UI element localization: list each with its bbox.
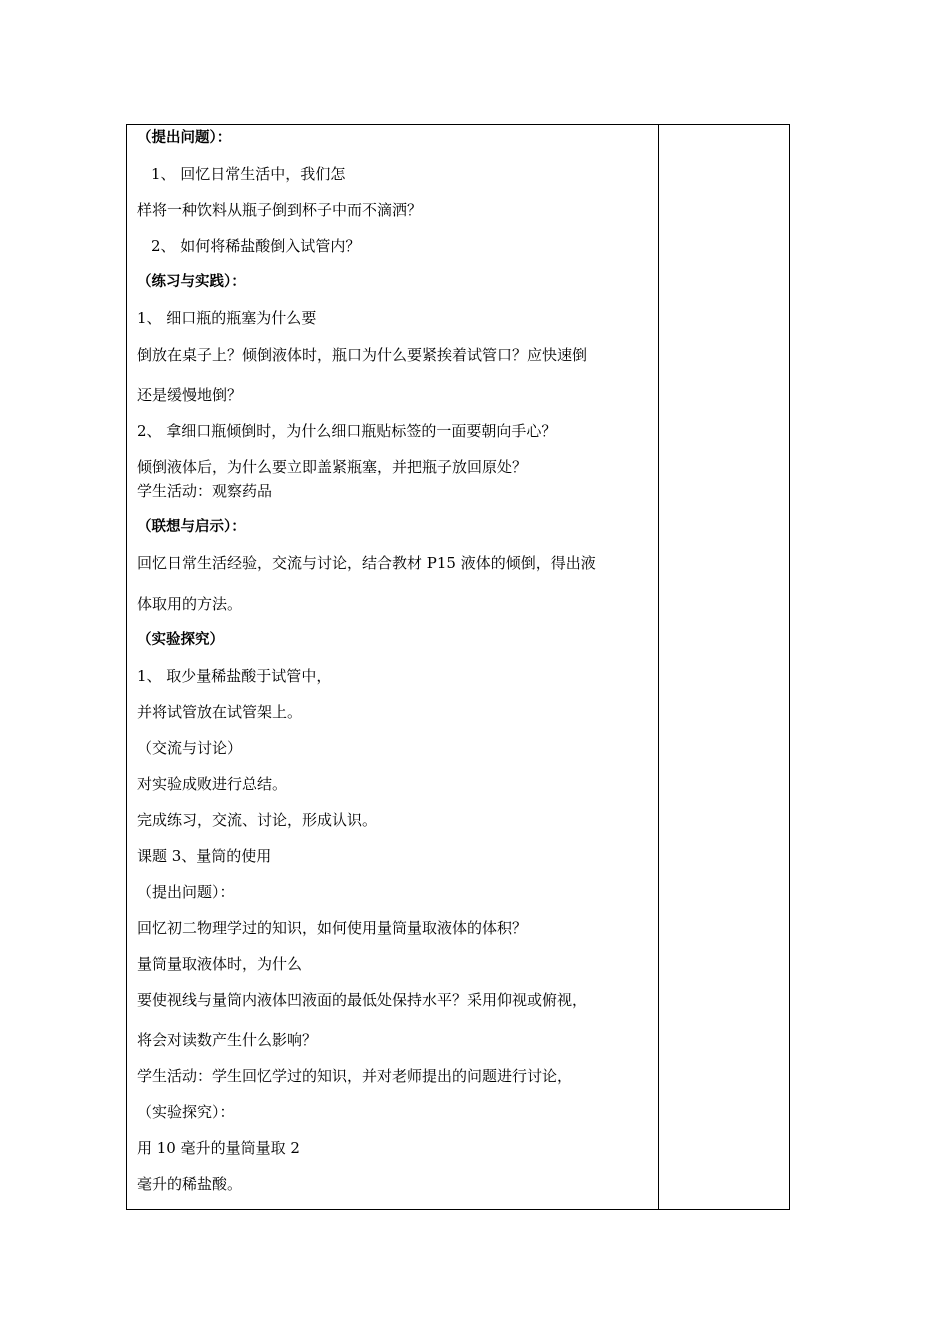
section-heading: （联想与启示）： — [137, 519, 246, 535]
text-line: 1、 回忆日常生活中，我们怎 — [151, 165, 346, 183]
section-heading: （实验探究） — [137, 632, 224, 648]
text-line: 将会对读数产生什么影响？ — [137, 1031, 318, 1049]
text-line: 用 10 毫升的量筒量取 2 — [137, 1139, 300, 1157]
text-line: 课题 3、量筒的使用 — [137, 847, 272, 865]
notes-cell — [659, 125, 789, 1209]
text-line: 回忆初二物理学过的知识，如何使用量筒量取液体的体积？ — [137, 919, 528, 937]
text-line: 回忆日常生活经验，交流与讨论，结合教材 P15 液体的倾倒，得出液 — [137, 554, 596, 572]
main-content-cell — [137, 125, 652, 1209]
text-line: （交流与讨论） — [137, 739, 243, 757]
text-line: 量筒量取液体时，为什么 — [137, 955, 303, 973]
text-line: 样将一种饮料从瓶子倒到杯子中而不滴洒？ — [137, 201, 423, 219]
text-line: 倒放在桌子上？倾倒液体时，瓶口为什么要紧挨着试管口？应快速倒 — [137, 346, 588, 364]
text-line: 2、 拿细口瓶倾倒时，为什么细口瓶贴标签的一面要朝向手心？ — [137, 422, 557, 440]
text-line: 体取用的方法。 — [137, 595, 243, 613]
text-line: 完成练习，交流、讨论，形成认识。 — [137, 811, 378, 829]
text-line: （实验探究）： — [137, 1103, 235, 1121]
text-line: 学生活动：学生回忆学过的知识，并对老师提出的问题进行讨论， — [137, 1067, 573, 1085]
text-line: 倾倒液体后，为什么要立即盖紧瓶塞，并把瓶子放回原处？ — [137, 458, 528, 476]
text-line: 2、 如何将稀盐酸倒入试管内？ — [151, 237, 361, 255]
text-line: 对实验成败进行总结。 — [137, 775, 288, 793]
text-line: 还是缓慢地倒？ — [137, 386, 243, 404]
section-heading: （提出问题）： — [137, 130, 232, 146]
text-line: 学生活动：观察药品 — [137, 482, 273, 500]
lesson-table — [126, 124, 790, 1210]
section-heading: （练习与实践）： — [137, 274, 246, 290]
text-line: 1、 细口瓶的瓶塞为什么要 — [137, 309, 317, 327]
text-line: 1、 取少量稀盐酸于试管中， — [137, 667, 332, 685]
text-line: （提出问题）： — [137, 883, 235, 901]
text-line: 要使视线与量筒内液体凹液面的最低处保持水平？采用仰视或俯视， — [137, 991, 588, 1009]
text-line: 毫升的稀盐酸。 — [137, 1175, 243, 1193]
text-line: 并将试管放在试管架上。 — [137, 703, 303, 721]
